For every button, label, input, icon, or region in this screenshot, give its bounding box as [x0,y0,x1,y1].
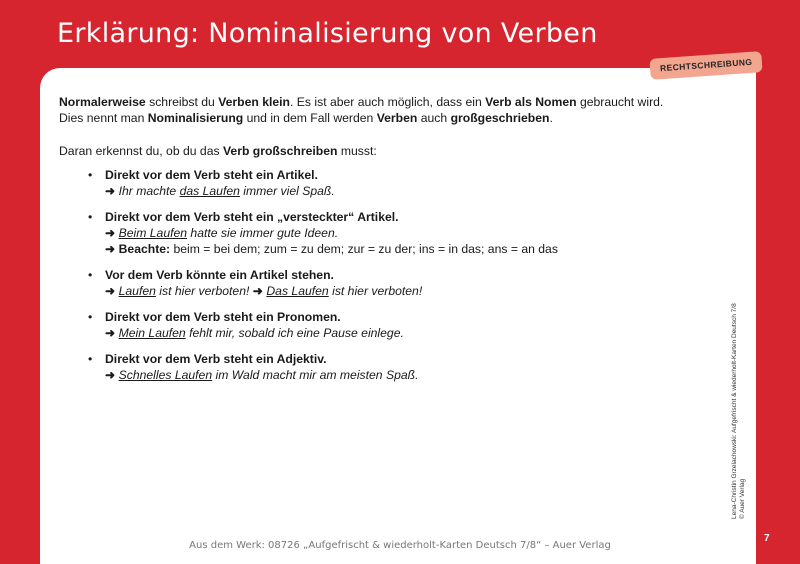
intro-bold: Verb als Nomen [485,95,577,109]
lead-bold: Verb großschreiben [222,144,338,158]
intro-text: . Es ist aber auch möglich, dass ein [290,95,486,109]
rule-example: Beim Laufen hatte sie immer gute Ideen. [118,226,339,240]
rule-example: Mein Laufen fehlt mir, sobald ich eine Pause einlege. [118,326,404,340]
page-title: Erklärung: Nominalisierung von Verben [57,18,598,49]
arrow-right-icon: ➜ [252,284,263,298]
bullet-icon: • [88,310,93,324]
intro-text: und in dem Fall werden [243,111,377,125]
page-number: 7 [764,533,770,544]
intro-line-2 [59,110,749,126]
bullet-icon: • [88,352,93,366]
intro-text: Dies nennt man [59,111,148,125]
arrow-right-icon: ➜ [105,368,116,382]
intro-line-1 [59,94,749,110]
lead-text: musst: [337,144,377,158]
note-label: Beachte: [118,242,171,256]
footer-source: Aus dem Werk: 08726 „Aufgefrischt & wiederholt-Karten Deutsch 7/8“ – Auer Verlag [189,540,611,551]
intro-bold: Nominalisierung [147,111,244,125]
intro-bold: Verben klein [218,95,291,109]
intro-bold: Normalerweise [59,95,146,109]
rule-heading: Vor dem Verb könnte ein Artikel stehen. [105,268,334,282]
bullet-icon: • [88,168,93,182]
rule-example: Ihr machte das Laufen immer viel Spaß. [118,184,335,198]
arrow-right-icon: ➜ [105,284,116,298]
intro-bold: großgeschrieben [450,111,550,125]
rule-example: Das Laufen ist hier verboten! [266,284,423,298]
rule-heading: Direkt vor dem Verb steht ein „versteckter“ Artikel. [105,210,399,224]
note-text: beim = bei dem; zum = zu dem; zur = zu der; ins = in das; ans = an das [170,242,558,256]
rule-example: Schnelles Laufen im Wald macht mir am meisten Spaß. [118,368,419,382]
rule-heading: Direkt vor dem Verb steht ein Pronomen. [105,310,341,324]
arrow-right-icon: ➜ [105,226,116,240]
bullet-icon: • [88,210,93,224]
side-credit [731,303,747,519]
rule-item [59,209,749,257]
lead-sentence [59,143,749,159]
arrow-right-icon: ➜ [105,184,116,198]
copyright-note: © Auer Verlag [739,478,746,519]
explanation-content [59,94,749,393]
rule-item [59,309,749,341]
intro-text: schreibst du [145,95,219,109]
category-badge: RECHTSCHREIBUNG [649,51,763,80]
rule-item [59,167,749,199]
intro-text: gebraucht wird. [576,95,664,109]
rule-heading: Direkt vor dem Verb steht ein Artikel. [105,168,318,182]
lead-text: Daran erkennst du, ob du das [59,144,223,158]
rule-heading: Direkt vor dem Verb steht ein Adjektiv. [105,352,327,366]
intro-text: auch [417,111,451,125]
arrow-right-icon: ➜ [105,242,116,256]
author-credit: Lena-Christin Grzelachowski: Aufgefrischt & wiederholt-Karten Deutsch 7/8 [731,303,738,519]
intro-text: . [549,111,553,125]
rule-item [59,351,749,383]
intro-bold: Verben [376,111,418,125]
arrow-right-icon: ➜ [105,326,116,340]
rule-item [59,267,749,299]
rule-example: Laufen ist hier verboten! [118,284,253,298]
bullet-icon: • [88,268,93,282]
